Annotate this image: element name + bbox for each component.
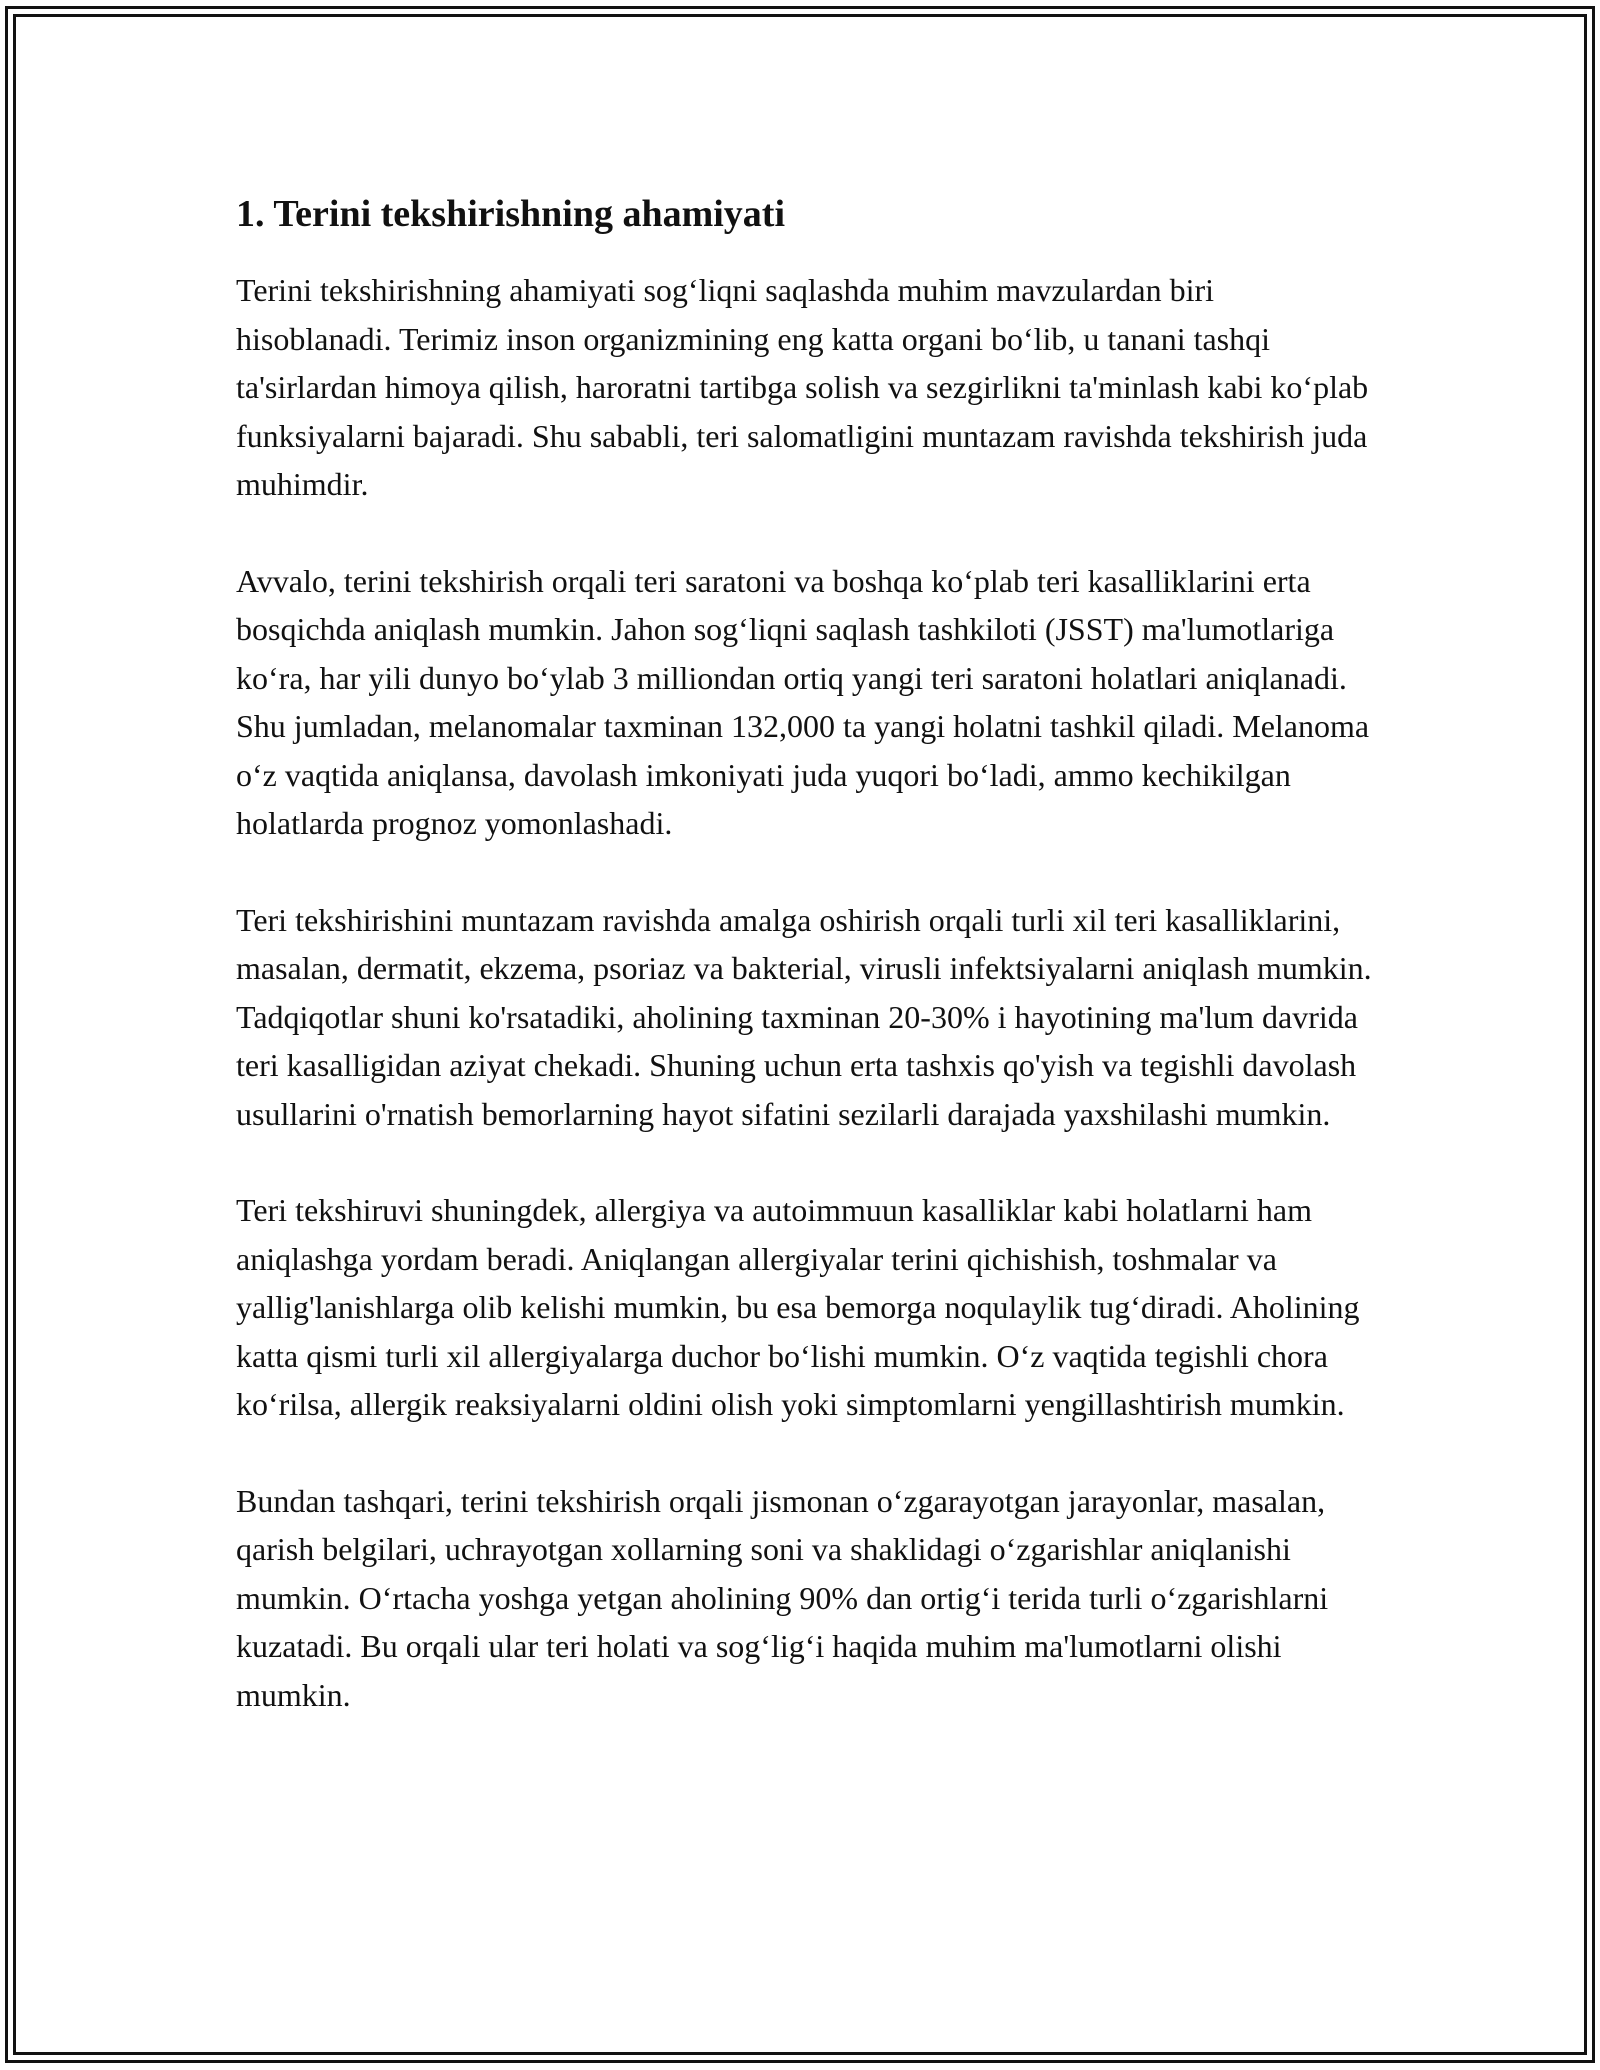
section-heading: 1. Terini tekshirishning ahamiyati bbox=[236, 193, 786, 235]
paragraph-5: Bundan tashqari, terini tekshirish orqali jismonan o‘zgarayotgan jarayonlar, masalan, qarish belgilari, uchrayotgan xollarning soni va shaklidagi o‘zgarishlar aniqlanishi mumkin. O‘rtacha yoshga yetgan aholining 90% dan ortig‘i terida turli o‘zgarishlarni kuzatadi. Bu orqali ular teri holati va sog‘lig‘i haqida muhim ma'lumotlarni olishi mumkin. bbox=[236, 1482, 1329, 1713]
document-body bbox=[236, 184, 1374, 1767]
paragraph-2: Avvalo, terini tekshirish orqali teri saratoni va boshqa ko‘plab teri kasalliklarini erta bosqichda aniqlash mumkin. Jahon sog‘liqni saqlash tashkiloti (JSST) ma'lumotlariga ko‘ra, har yili dunyo bo‘ylab 3 milliondan ortiq yangi teri saratoni holatlari aniqlanadi. Shu jumladan, melanomalar taxminan 132,000 ta yangi holatni tashkil qiladi. Melanoma o‘z vaqtida aniqlansa, davolash imkoniyati juda yuqori bo‘ladi, ammo kechikilgan holatlarda prognoz yomonlashadi. bbox=[236, 562, 1370, 841]
paragraph-3: Teri tekshirishini muntazam ravishda amalga oshirish orqali turli xil teri kasalliklarini, masalan, dermatit, ekzema, psoriaz va bakterial, virusli infektsiyalarni aniqlash mumkin. Tadqiqotlar shuni ko'rsatadiki, aholining taxminan 20-30% i hayotining ma'lum davrida teri kasalligidan aziyat chekadi. Shuning uchun erta tashxis qo'yish va tegishli davolash usullarini o'rnatish bemorlarning hayot sifatini sezilarli darajada yaxshilashi mumkin. bbox=[236, 901, 1372, 1132]
paragraph-1: Terini tekshirishning ahamiyati sog‘liqni saqlashda muhim mavzulardan biri hisoblanadi. Terimiz inson organizmining eng katta organi bo‘lib, u tanani tashqi ta'sirlardan himoya qilish, haroratni tartibga solish va sezgirlikni ta'minlash kabi ko‘plab funksiyalarni bajaradi. Shu sababli, teri salomatligini muntazam ravishda tekshirish juda muhimdir. bbox=[236, 272, 1369, 502]
paragraph-4: Teri tekshiruvi shuningdek, allergiya va autoimmuun kasalliklar kabi holatlarni ham aniqlashga yordam beradi. Aniqlangan allergiyalar terini qichishish, toshmalar va yallig'lanishlarga olib kelishi mumkin, bu esa bemorga noqulaylik tug‘diradi. Aholining katta qismi turli xil allergiyalarga duchor bo‘lishi mumkin. O‘z vaqtida tegishli chora ko‘rilsa, allergik reaksiyalarni oldini olish yoki simptomlarni yengillashtirish mumkin. bbox=[236, 1192, 1360, 1422]
